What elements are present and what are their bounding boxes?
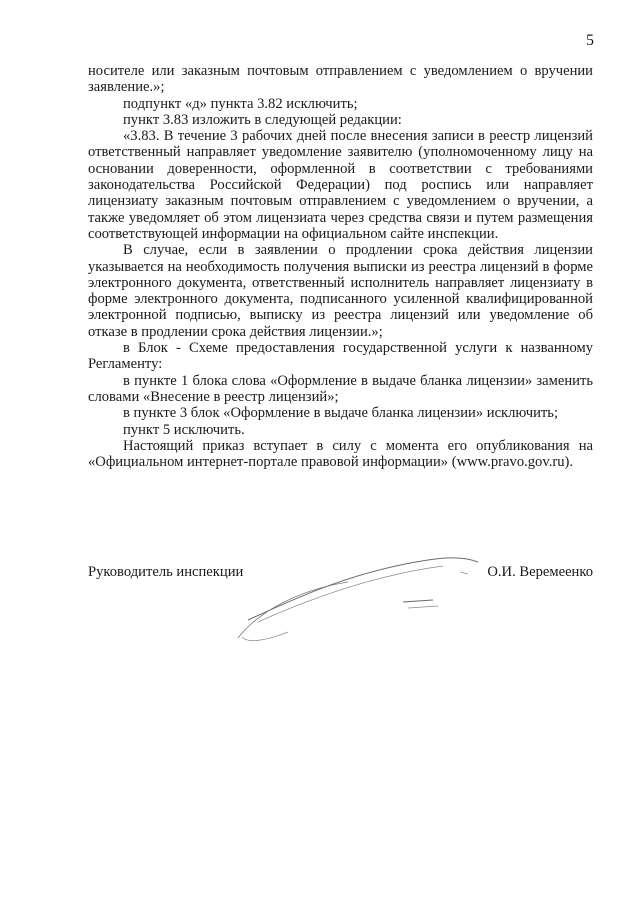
paragraph-subpoint-d: подпункт «д» пункта 3.82 исключить; <box>123 95 358 112</box>
signatory-name: О.И. Веремеенко <box>487 564 593 580</box>
paragraph-block-point-3: в пункте 3 блок «Оформление в выдаче бланка лицензии» исключить; <box>123 405 558 422</box>
paragraph-point-383-text: «3.83. В течение 3 рабочих дней после внесения записи в реестр лицензий ответственный направляет уведомление заявителю (уполномоченному лицу на основании доверенности, оформленной в соответствии с требованиями законодательства Российской Федерации) под роспись или направляет лицензиату заказным почтовым отправлением с уведомлением о вручении, а также уведомляет об этом лицензиата через средства связи и путем размещения соответствующей информации на официальном сайте инспекции. <box>88 128 593 242</box>
paragraph-effective-date: Настоящий приказ вступает в силу с момента его опубликования на «Официальном интернет-портале правовой информации» (www.pravo.gov.ru). <box>88 437 593 471</box>
page-number: 5 <box>586 32 594 49</box>
handwritten-signature <box>228 542 488 652</box>
paragraph-extension-case: В случае, если в заявлении о продлении срока действия лицензии указывается на необходимость получения выписки из реестра лицензий в форме электронного документа, ответственный исполнитель направляет лицензиату в форме электронного документа, подписанного усиленной квалифицированной электронной подписью, выписку из реестра лицензий или уведомление об отказе в продлении срока действия лицензии.»; <box>88 242 593 340</box>
document-body <box>88 63 593 470</box>
paragraph-point-5: пункт 5 исключить. <box>123 421 245 438</box>
signature-block <box>88 556 593 636</box>
paragraph-point-383-intro: пункт 3.83 изложить в следующей редакции: <box>123 111 402 128</box>
signatory-title: Руководитель инспекции <box>88 564 244 580</box>
paragraph-continuation: носителе или заказным почтовым отправлением с уведомлением о вручении заявление.»; <box>88 63 593 96</box>
paragraph-block-scheme: в Блок - Схеме предоставления государственной услуги к названному Регламенту: <box>88 340 593 373</box>
paragraph-block-point-1: в пункте 1 блока слова «Оформление в выдаче бланка лицензии» заменить словами «Внесение в реестр лицензий»; <box>88 372 593 405</box>
